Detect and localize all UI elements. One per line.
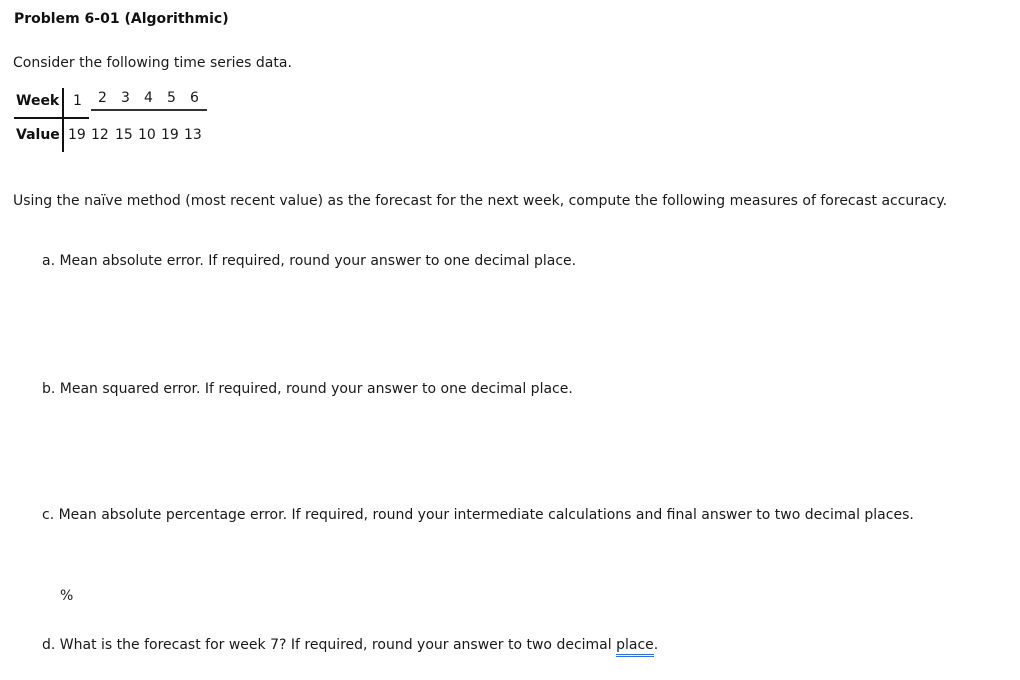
week-cell: 4 bbox=[144, 90, 153, 106]
part-d-prefix: d. What is the forecast for week 7? If required, round your answer to two decimal bbox=[42, 637, 617, 653]
question-text: Using the naïve method (most recent value) as the forecast for the next week, compute the following measures of forecast accuracy. bbox=[13, 193, 948, 209]
value-cell: 10 bbox=[138, 127, 156, 143]
value-header: Value bbox=[16, 127, 60, 143]
week-cell: 5 bbox=[167, 90, 176, 106]
part-b-text: b. Mean squared error. If required, round your answer to one decimal place. bbox=[42, 381, 573, 397]
percent-label: % bbox=[60, 588, 74, 604]
week-cell: 2 bbox=[98, 90, 107, 106]
value-cell: 19 bbox=[161, 127, 179, 143]
value-cell: 12 bbox=[91, 127, 109, 143]
value-cell: 15 bbox=[115, 127, 133, 143]
part-a-text: a. Mean absolute error. If required, round your answer to one decimal place. bbox=[42, 253, 577, 269]
value-cell: 19 bbox=[68, 127, 86, 143]
week-cell: 3 bbox=[121, 90, 130, 106]
place-link[interactable]: place bbox=[616, 637, 654, 657]
table-week-underline bbox=[91, 109, 207, 111]
part-d-text bbox=[42, 636, 658, 654]
value-cell: 13 bbox=[184, 127, 202, 143]
table-header-divider bbox=[14, 117, 89, 119]
intro-text: Consider the following time series data. bbox=[13, 55, 292, 71]
week-cell: 1 bbox=[73, 93, 82, 109]
time-series-table bbox=[14, 88, 214, 154]
part-d-suffix: . bbox=[653, 637, 659, 653]
problem-title: Problem 6-01 (Algorithmic) bbox=[14, 11, 229, 27]
week-cell: 6 bbox=[190, 90, 199, 106]
part-c-text: c. Mean absolute percentage error. If required, round your intermediate calculations and final answer to two decimal places. bbox=[42, 507, 914, 523]
week-header: Week bbox=[16, 93, 60, 109]
table-vertical-divider bbox=[62, 88, 64, 152]
